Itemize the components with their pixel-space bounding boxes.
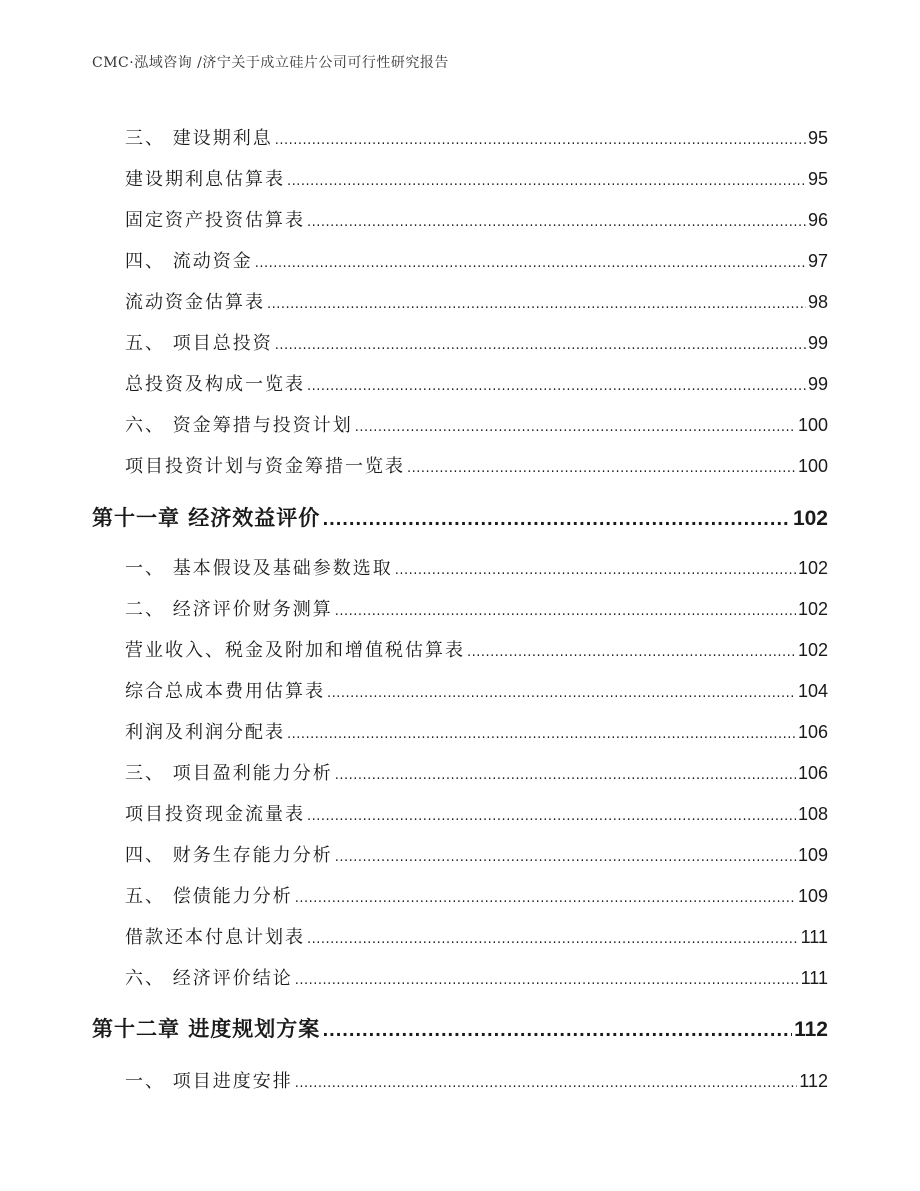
toc-entry-page: 99 (807, 333, 828, 353)
toc-entry[interactable] (125, 288, 828, 314)
toc-dot-leader (307, 374, 806, 395)
toc-dot-leader (307, 804, 796, 825)
toc-entry-page: 109 (797, 886, 828, 906)
toc-entry[interactable] (125, 247, 828, 273)
toc-dot-leader (275, 333, 806, 354)
toc-dot-leader (355, 415, 796, 436)
toc-entry[interactable] (125, 1067, 828, 1093)
toc-entry-title: 总投资及构成一览表 (125, 374, 305, 395)
toc-dot-leader (407, 456, 796, 477)
toc-dot-leader (467, 640, 796, 661)
toc-dot-leader (287, 169, 806, 190)
toc-entry-title: 项目投资现金流量表 (125, 804, 305, 825)
toc-dot-leader (255, 251, 806, 272)
toc-dot-leader (327, 681, 796, 702)
toc-dot-leader (322, 1017, 792, 1041)
toc-chapter-page: 112 (794, 1018, 828, 1041)
toc-entry[interactable] (125, 206, 828, 232)
toc-entry[interactable] (125, 452, 828, 478)
toc-entry-page: 97 (807, 251, 828, 271)
toc-dot-leader (395, 558, 796, 579)
toc-entry[interactable] (125, 329, 828, 355)
toc-dot-leader (307, 927, 799, 948)
toc-entry[interactable] (125, 677, 828, 703)
toc-entry-title: 流动资金估算表 (125, 292, 265, 313)
toc-entry-page: 102 (797, 558, 828, 578)
toc-entry[interactable] (125, 923, 828, 949)
toc-dot-leader (295, 968, 799, 989)
toc-entry[interactable] (125, 964, 828, 990)
toc-entry-page: 100 (797, 415, 828, 435)
toc-entry-title: 营业收入、税金及附加和增值税估算表 (125, 640, 465, 661)
toc-entry-title: 五、 项目总投资 (125, 333, 273, 354)
toc-entry-page: 102 (797, 599, 828, 619)
toc-entry[interactable] (125, 554, 828, 580)
toc-entry-page: 99 (807, 374, 828, 394)
toc-entry-page: 96 (807, 210, 828, 230)
header-divider (92, 84, 828, 85)
toc-dot-leader (335, 845, 796, 866)
toc-entry-title: 二、 经济评价财务测算 (125, 599, 333, 620)
toc-dot-leader (335, 599, 796, 620)
toc-entry[interactable] (125, 124, 828, 150)
toc-entry[interactable] (125, 636, 828, 662)
toc-chapter-entry[interactable] (92, 502, 828, 532)
toc-entry-title: 三、 建设期利息 (125, 128, 273, 149)
toc-entry[interactable] (125, 800, 828, 826)
toc-entry[interactable] (125, 841, 828, 867)
toc-entry-page: 108 (797, 804, 828, 824)
toc-entry-page: 100 (797, 456, 828, 476)
toc-entry-page: 102 (797, 640, 828, 660)
toc-entry-page: 95 (807, 128, 828, 148)
toc-dot-leader (322, 506, 791, 530)
toc-dot-leader (275, 128, 806, 149)
toc-entry-title: 项目投资计划与资金筹措一览表 (125, 456, 405, 477)
toc-entry-page: 112 (799, 1071, 828, 1091)
toc-entry-title: 五、 偿债能力分析 (125, 886, 293, 907)
toc-entry[interactable] (125, 370, 828, 396)
toc-entry-page: 111 (800, 968, 828, 988)
toc-entry-title: 四、 流动资金 (125, 251, 253, 272)
toc-chapter-entry[interactable] (92, 1013, 828, 1043)
toc-entry-page: 106 (797, 722, 828, 742)
toc-entry-title: 借款还本付息计划表 (125, 927, 305, 948)
toc-entry-title: 一、 基本假设及基础参数选取 (125, 558, 393, 579)
toc-chapter-title: 第十一章 经济效益评价 (92, 506, 321, 530)
toc-entry[interactable] (125, 595, 828, 621)
toc-entry-title: 六、 经济评价结论 (125, 968, 293, 989)
toc-entry-title: 综合总成本费用估算表 (125, 681, 325, 702)
toc-entry[interactable] (125, 411, 828, 437)
toc-chapter-title: 第十二章 进度规划方案 (92, 1017, 321, 1041)
toc-entry-title: 固定资产投资估算表 (125, 210, 305, 231)
toc-dot-leader (295, 886, 796, 907)
toc-entry-title: 三、 项目盈利能力分析 (125, 763, 333, 784)
toc-entry[interactable] (125, 759, 828, 785)
page-header: CMC·泓域咨询 /济宁关于成立硅片公司可行性研究报告 (92, 55, 449, 71)
toc-dot-leader (287, 722, 796, 743)
toc-entry-page: 104 (797, 681, 828, 701)
toc-dot-leader (267, 292, 806, 313)
toc-entry[interactable] (125, 165, 828, 191)
toc-dot-leader (295, 1071, 798, 1092)
toc-entry-title: 四、 财务生存能力分析 (125, 845, 333, 866)
toc-entry-title: 一、 项目进度安排 (125, 1071, 293, 1092)
toc-entry[interactable] (125, 718, 828, 744)
toc-entry[interactable] (125, 882, 828, 908)
toc-entry-title: 利润及利润分配表 (125, 722, 285, 743)
toc-entry-page: 109 (797, 845, 828, 865)
toc-entry-page: 95 (807, 169, 828, 189)
toc-dot-leader (335, 763, 796, 784)
toc-entry-page: 98 (807, 292, 828, 312)
toc-entry-title: 建设期利息估算表 (125, 169, 285, 190)
toc-entry-title: 六、 资金筹措与投资计划 (125, 415, 353, 436)
toc-dot-leader (307, 210, 806, 231)
toc-entry-page: 106 (797, 763, 828, 783)
toc-entry-page: 111 (800, 927, 828, 947)
toc-chapter-page: 102 (792, 507, 828, 530)
